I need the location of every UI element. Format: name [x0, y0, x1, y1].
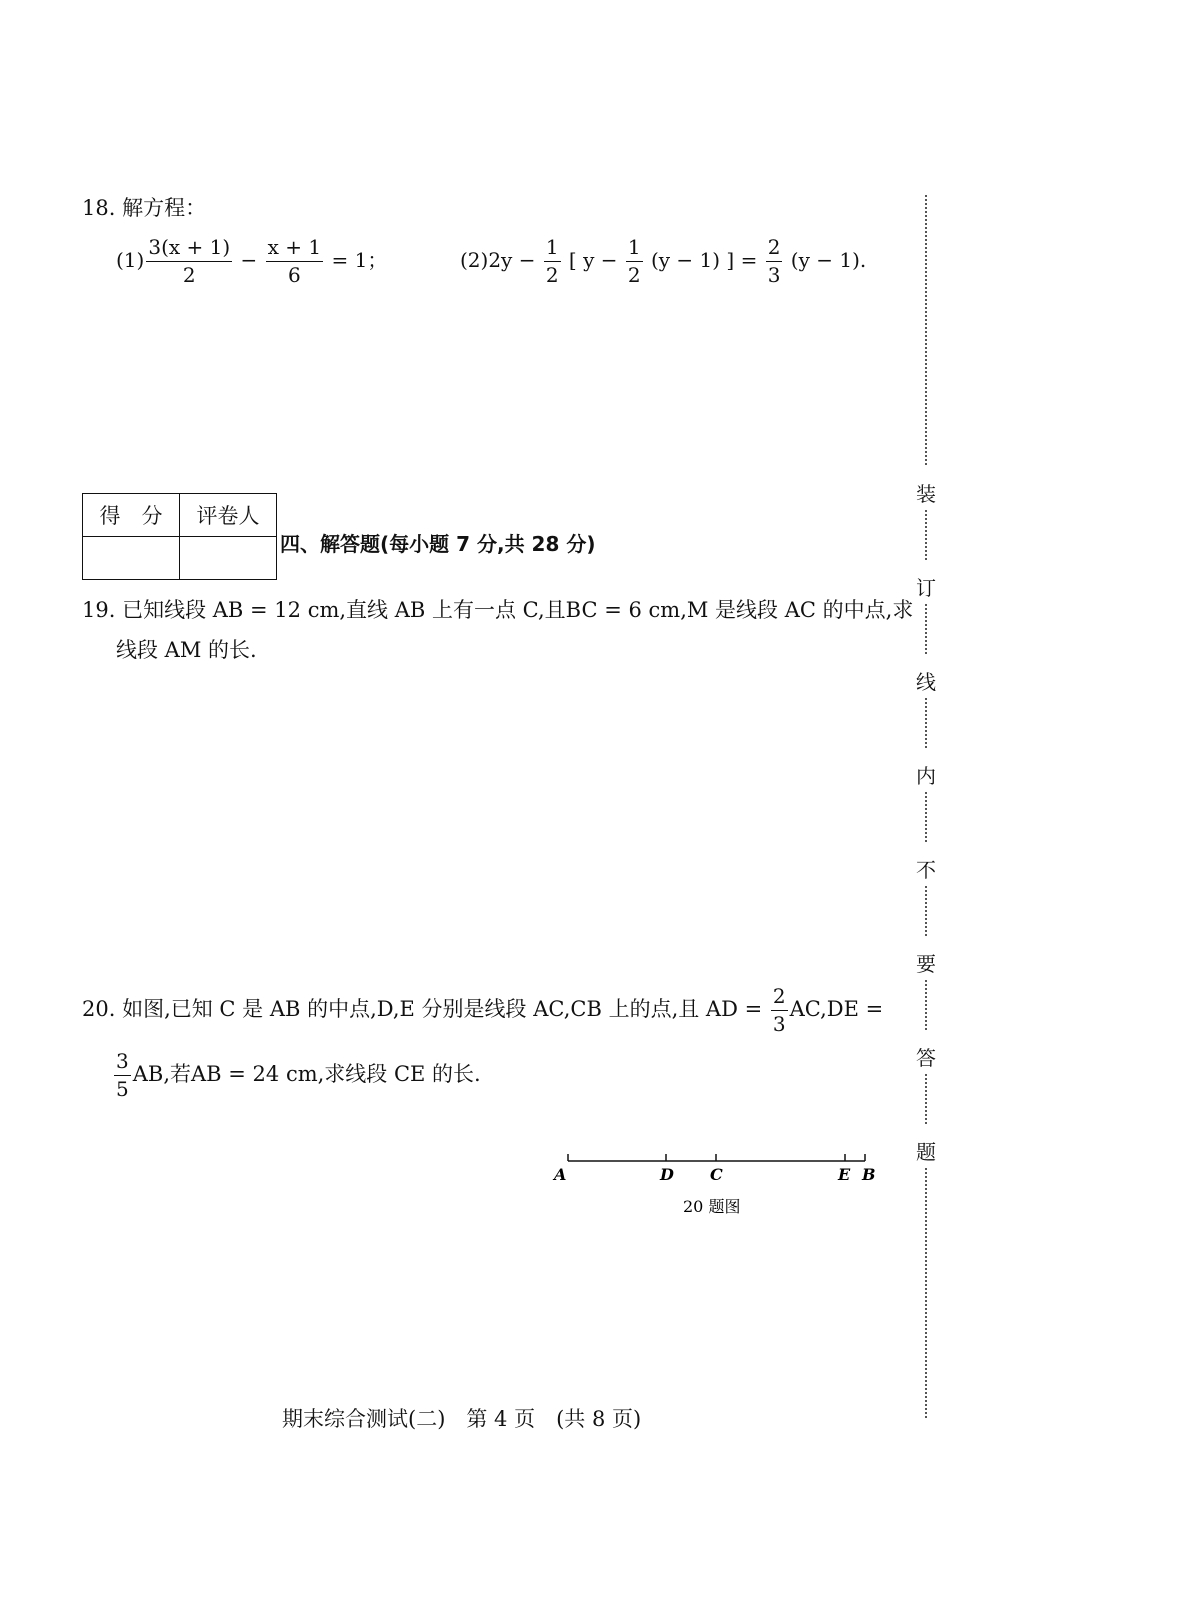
score-box: [82, 493, 277, 580]
q18-title: 18. 解方程：: [82, 196, 207, 220]
q20-line1-start: 20. 如图,已知 C 是 AB 的中点,D,E 分别是线段 AC,CB 上的点,且 AD =: [82, 997, 763, 1021]
binding-char: 要: [916, 952, 936, 976]
denominator: 3: [772, 1012, 786, 1036]
binding-dotted-line: [925, 1074, 927, 1124]
binding-dotted-line: [925, 980, 927, 1030]
numerator: 2: [766, 236, 783, 262]
point-label-d: D: [660, 1165, 674, 1184]
point-label-c: C: [710, 1165, 723, 1184]
fraction: [114, 1050, 131, 1101]
q18-part2-label: (2)2y −: [460, 248, 536, 272]
score-header: 得 分: [83, 494, 180, 537]
numerator: 3(x + 1): [146, 236, 232, 262]
q18-part1-label: (1): [116, 248, 145, 272]
binding-char: 答: [916, 1046, 936, 1070]
bracket-start: [ y −: [568, 248, 618, 272]
denominator: 5: [116, 1077, 129, 1101]
point-label-a: A: [554, 1165, 567, 1184]
grader-cell: [180, 537, 277, 580]
denominator: 2: [627, 263, 641, 287]
segment-figure: [550, 1150, 890, 1230]
q20-line2-text: AB,若AB = 24 cm,求线段 CE 的长.: [132, 1062, 481, 1086]
q18-part2-equation: [460, 236, 866, 287]
numerator: 3: [114, 1050, 131, 1076]
score-cell: [83, 537, 180, 580]
bracket-end: (y − 1) ] =: [650, 248, 758, 272]
fraction: [266, 236, 323, 287]
binding-char: 不: [916, 858, 936, 882]
q20-line1-end: AC,DE =: [789, 997, 884, 1021]
binding-char: 题: [916, 1140, 936, 1164]
q19-line2: 线段 AM 的长.: [116, 638, 257, 662]
binding-dotted-line: [925, 510, 927, 560]
fraction: [146, 236, 232, 287]
binding-char: 线: [916, 670, 936, 694]
operator: −: [240, 248, 258, 272]
binding-char: 订: [916, 576, 936, 600]
fraction: [544, 236, 561, 287]
binding-dotted-line: [925, 1168, 927, 1418]
q18-part1-equation: [116, 236, 387, 287]
denominator: 2: [545, 263, 559, 287]
fraction: [766, 236, 783, 287]
binding-dotted-line: [925, 792, 927, 842]
numerator: 1: [544, 236, 561, 262]
binding-char: 内: [916, 764, 936, 788]
numerator: 2: [771, 985, 788, 1011]
figure-caption: 20 题图: [683, 1197, 741, 1216]
page-footer: 期末综合测试(二) 第 4 页 (共 8 页): [282, 1407, 642, 1431]
denominator: 6: [288, 263, 301, 287]
binding-dotted-line: [925, 698, 927, 748]
rhs: = 1；: [331, 248, 388, 272]
fraction: [626, 236, 643, 287]
denominator: 2: [182, 263, 196, 287]
denominator: 3: [767, 263, 781, 287]
q20-line2: [112, 1050, 481, 1101]
point-label-b: B: [862, 1165, 876, 1184]
section-title: 四、解答题(每小题 7 分,共 28 分): [280, 532, 596, 556]
binding-char: 装: [916, 482, 936, 506]
numerator: 1: [626, 236, 643, 262]
q20-line1: [82, 985, 883, 1036]
grader-header: 评卷人: [180, 494, 277, 537]
numerator: x + 1: [266, 236, 323, 262]
fraction: [771, 985, 788, 1036]
binding-dotted-line: [925, 195, 927, 465]
q19-line1: 19. 已知线段 AB = 12 cm,直线 AB 上有一点 C,且BC = 6 cm,M 是线段 AC 的中点,求: [82, 598, 914, 622]
rhs: (y − 1).: [790, 248, 867, 272]
binding-dotted-line: [925, 604, 927, 654]
binding-dotted-line: [925, 886, 927, 936]
point-label-e: E: [838, 1165, 851, 1184]
